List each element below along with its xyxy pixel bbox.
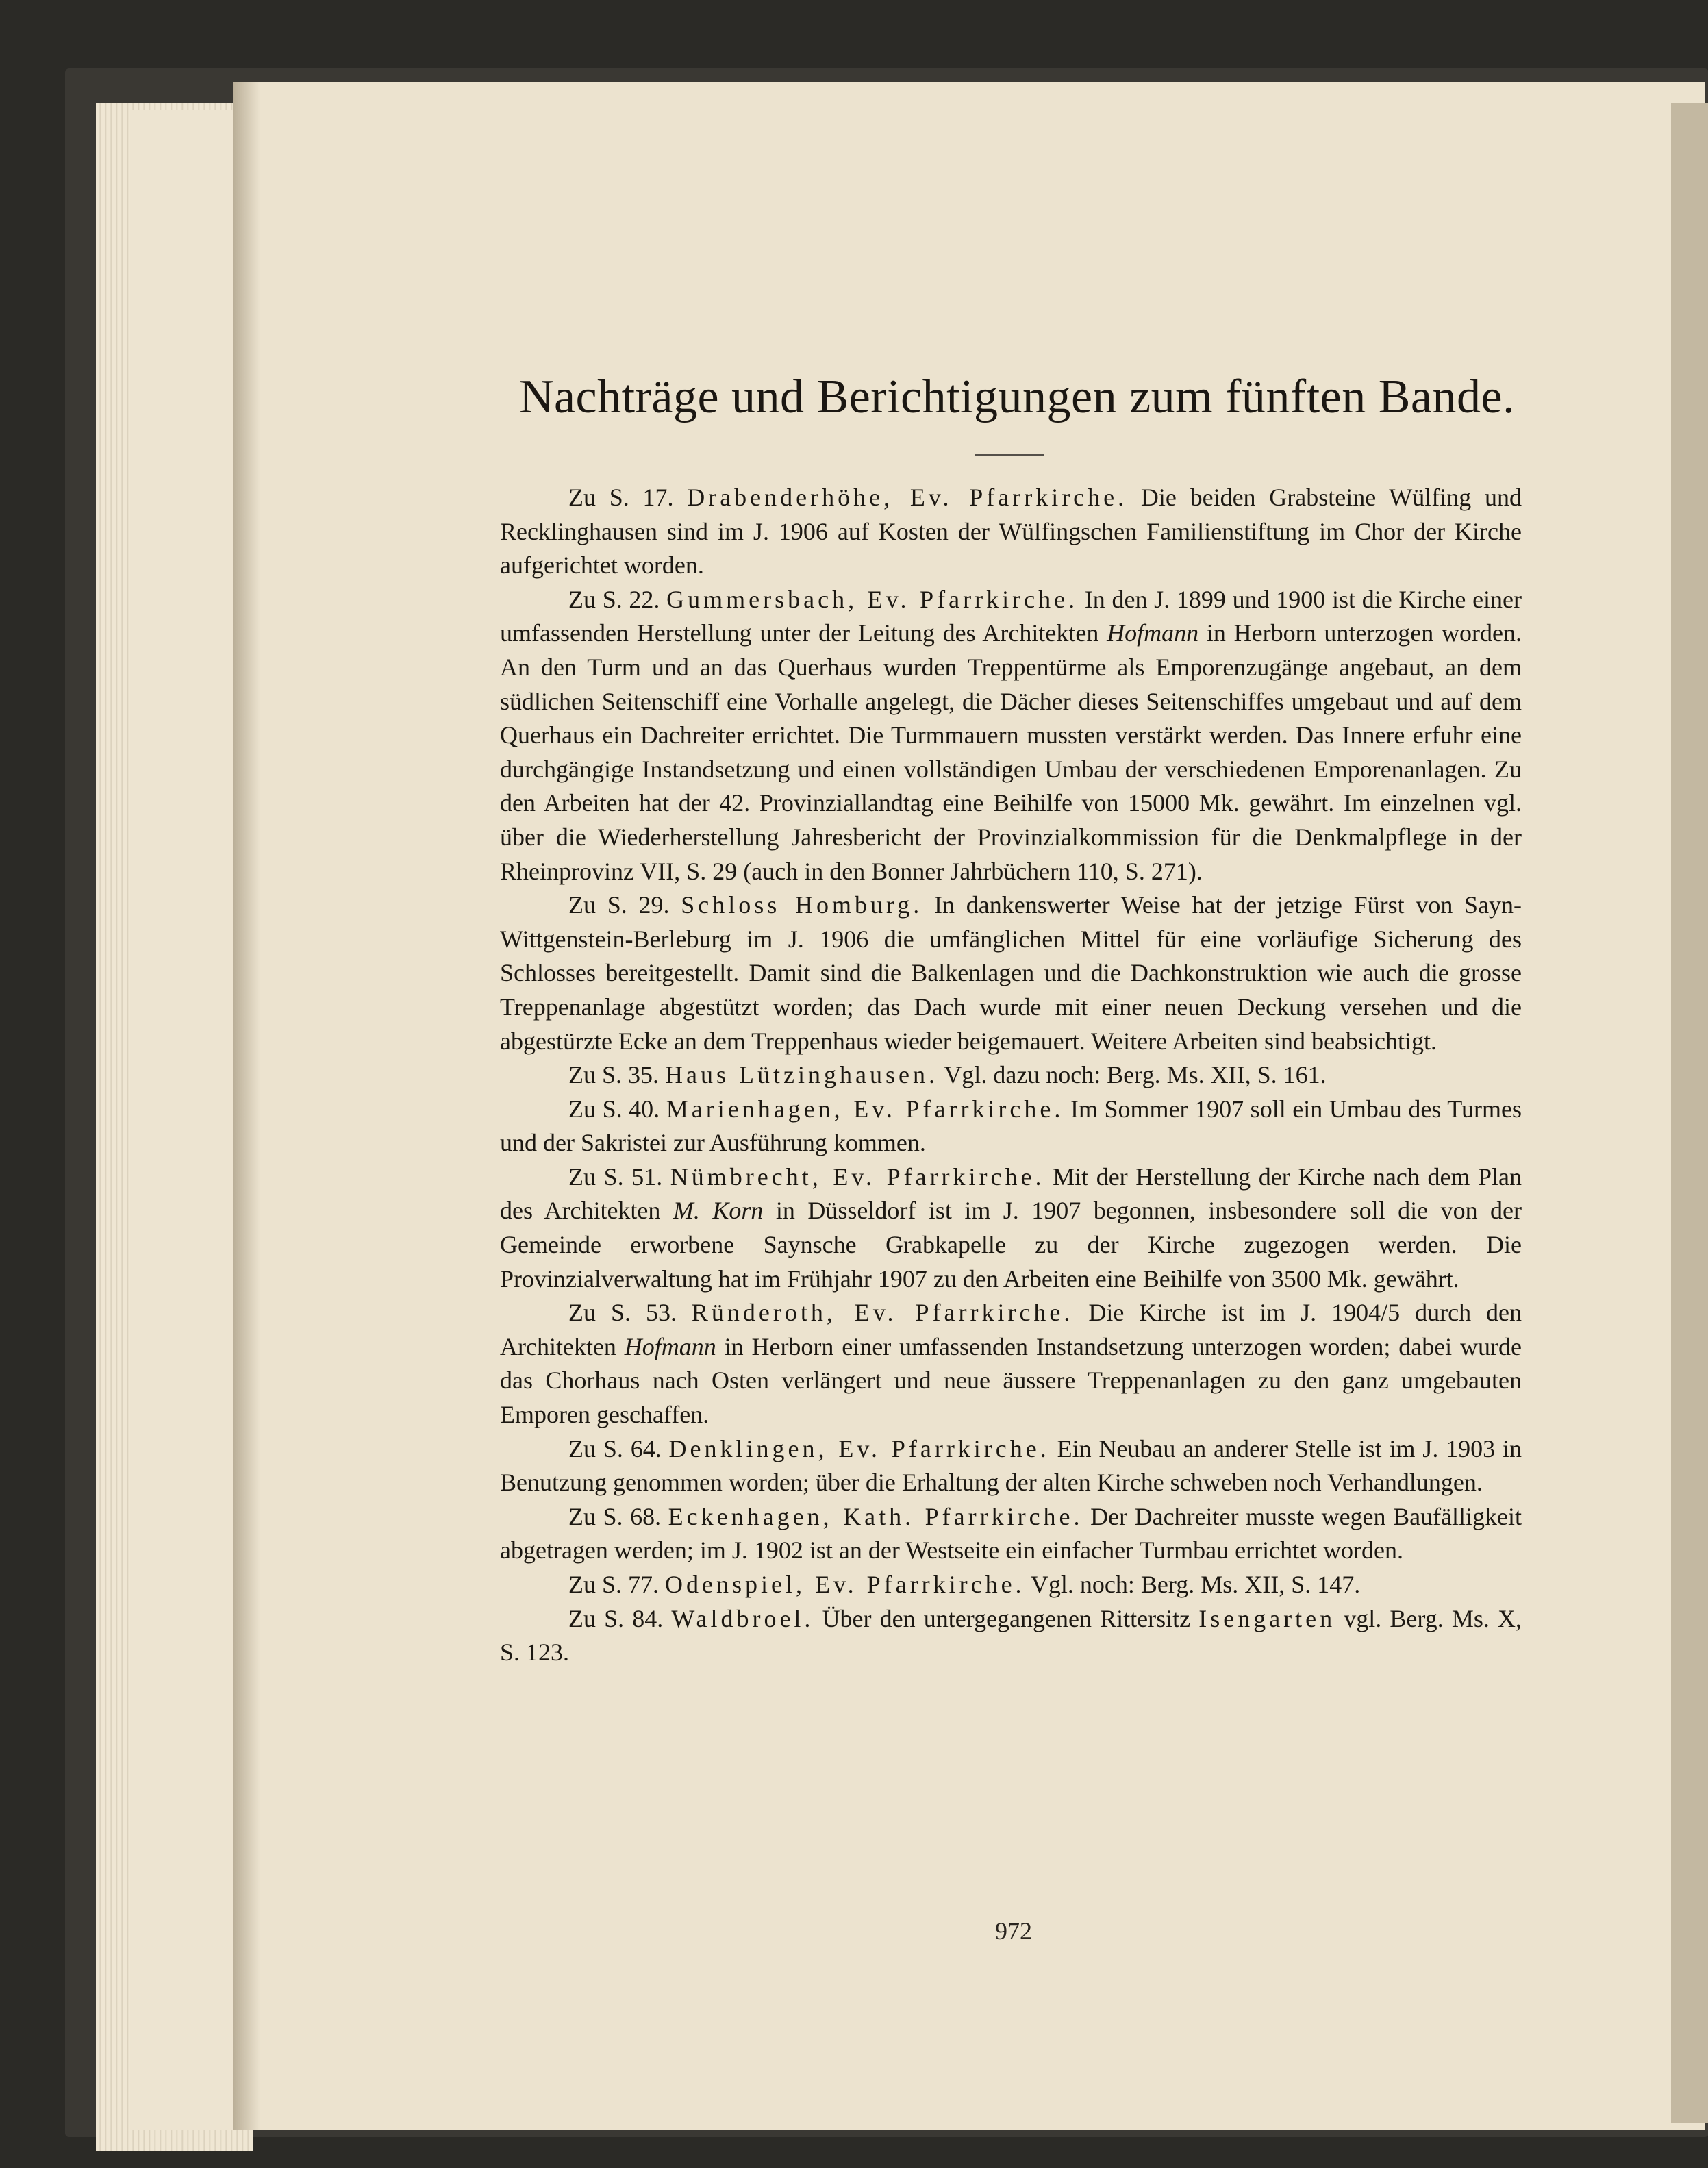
entry-ref: Zu S. 51.	[568, 1162, 663, 1191]
entry-text: in Herborn einer umfassenden Instandsetzung unterzogen worden; dabei wurde das Chorhaus nach Osten verlängert und neue äussere Treppenanlagen zu den ganz umgebauten Emporen geschaffen.	[500, 1332, 1522, 1429]
architect-name: Hofmann	[624, 1332, 716, 1360]
entry-text: in Düsseldorf ist im J. 1907 begonnen, insbesondere soll die von der Gemeinde erworbene Saynsche Grabkapelle zu der Kirche zugezogen werden. Die Provinzialverwaltung hat im Frühjahr 1907 zu den Arbeiten eine Beihilfe von 3500 Mk. gewährt.	[500, 1197, 1522, 1293]
architect-name: Hofmann	[1107, 619, 1199, 647]
entry-text: Mit der Herstellung der Kirche nach dem Plan des Architekten	[500, 1162, 1522, 1225]
entry-place: Marienhagen, Ev. Pfarrkirche.	[666, 1095, 1064, 1123]
entry-place: Drabenderhöhe, Ev. Pfarrkirche.	[687, 484, 1128, 511]
entry-ref: Zu S. 17.	[568, 484, 674, 511]
entry-text: In dankenswerter Weise hat der jetzige Fürst von Sayn-Wittgenstein-Berleburg im J. 1906 die umfänglichen Mittel für eine vorläufige Sicherung des Schlosses bereitgestellt. Damit sind die Balkenlagen und die Dachkonstruktion wie auch die grosse Treppenanlage abgestützt worden; das Dach wurde mit einer neuen Deckung versehen und die abgestürzte Ecke an dem Treppenhaus wieder beigemauert. Weitere Arbeiten sind beabsichtigt.	[500, 891, 1522, 1055]
entry-place: Odenspiel, Ev. Pfarrkirche.	[665, 1571, 1025, 1598]
entry-text: Über den untergegangenen Rittersitz	[822, 1604, 1191, 1632]
entry-paragraph	[500, 583, 1522, 888]
entry-text: In den J. 1899 und 1900 ist die Kirche einer umfassenden Herstellung unter der Leitung des Architekten	[500, 585, 1522, 647]
page-gutter	[233, 82, 260, 2130]
entry-place: Denklingen, Ev. Pfarrkirche.	[668, 1434, 1050, 1462]
entry-text: Im Sommer 1907 soll ein Umbau des Turmes und der Sakristei zur Ausführung kommen.	[500, 1095, 1522, 1157]
entry-ref: Zu S. 29.	[568, 891, 670, 919]
entry-text: vgl. Berg. Ms. X, S. 123.	[500, 1604, 1522, 1667]
entry-place: Haus Lützinghausen.	[665, 1061, 938, 1089]
entry-ref: Zu S. 40.	[568, 1095, 660, 1123]
entry-ref: Zu S. 68.	[568, 1502, 662, 1530]
entry-place: Waldbroel.	[671, 1604, 814, 1632]
entry-text: Ein Neubau an anderer Stelle ist im J. 1903 in Benutzung genommen worden; über die Erhaltung der alten Kirche schweben noch Verhandlungen.	[500, 1434, 1522, 1497]
entry-paragraph	[500, 1058, 1522, 1093]
entry-paragraph	[500, 481, 1522, 583]
entry-text: Die beiden Grabsteine Wülfing und Recklinghausen sind im J. 1906 auf Kosten der Wülfingschen Familienstiftung im Chor der Kirche aufgerichtet worden.	[500, 484, 1522, 580]
entry-ref: Zu S. 35.	[568, 1061, 660, 1089]
architect-name: M. Korn	[673, 1197, 764, 1225]
entry-text: Vgl. noch: Berg. Ms. XII, S. 147.	[1030, 1571, 1361, 1598]
entry-paragraph	[500, 1160, 1522, 1296]
entry-text: Der Dachreiter musste wegen Baufälligkeit abgetragen werden; im J. 1902 ist an der Westseite ein einfacher Turmbau errichtet worden.	[500, 1502, 1522, 1565]
entry-paragraph	[500, 1296, 1522, 1432]
entry-ref: Zu S. 22.	[568, 585, 660, 613]
entry-ref: Zu S. 84.	[568, 1604, 664, 1632]
entry-paragraph	[500, 888, 1522, 1058]
title-divider	[975, 454, 1044, 456]
body-text	[500, 481, 1522, 1670]
entry-place: Ründeroth, Ev. Pfarrkirche.	[691, 1299, 1074, 1327]
page-edge-right	[1671, 103, 1708, 2123]
entry-text: Vgl. dazu noch: Berg. Ms. XII, S. 161.	[944, 1061, 1327, 1089]
entry-paragraph	[500, 1432, 1522, 1500]
page-title: Nachträge und Berichtigungen zum fünften Bande.	[518, 371, 1516, 423]
entry-ref: Zu S. 64.	[568, 1434, 662, 1462]
entry-place: Nümbrecht, Ev. Pfarrkirche.	[670, 1162, 1045, 1191]
entry-text: in Herborn unterzogen worden. An den Turm und an das Querhaus wurden Treppentürme als Emporenzugänge angebaut, an dem südlichen Seitenschiff eine Vorhalle angelegt, die Dächer dieses Seitenschiffes umgebaut und auf dem Querhaus ein Dachreiter errichtet. Die Turmmauern mussten verstärkt werden. Das Innere erfuhr eine durchgängige Instandsetzung und einen vollständigen Umbau der verschiedenen Emporenanlagen. Zu den Arbeiten hat der 42. Provinziallandtag eine Beihilfe von 15000 Mk. gewährt. Im einzelnen vgl. über die Wiederherstellung Jahresbericht der Provinzialkommission für die Denkmalpflege in der Rheinprovinz VII, S. 29 (auch in den Bonner Jahrbüchern 110, S. 271).	[500, 619, 1522, 885]
entry-place: Isengarten	[1198, 1604, 1336, 1632]
entry-ref: Zu S. 77.	[568, 1571, 660, 1598]
entry-paragraph	[500, 1500, 1522, 1568]
entry-paragraph	[500, 1093, 1522, 1160]
entry-place: Eckenhagen, Kath. Pfarrkirche.	[668, 1502, 1083, 1530]
entry-text: Die Kirche ist im J. 1904/5 durch den Architekten	[500, 1299, 1522, 1360]
entry-paragraph	[500, 1602, 1522, 1670]
entry-place: Schloss Homburg.	[681, 891, 923, 919]
entry-ref: Zu S. 53.	[568, 1299, 677, 1327]
entry-place: Gummersbach, Ev. Pfarrkirche.	[666, 585, 1079, 613]
page-number: 972	[995, 1917, 1032, 1945]
entry-paragraph	[500, 1568, 1522, 1602]
